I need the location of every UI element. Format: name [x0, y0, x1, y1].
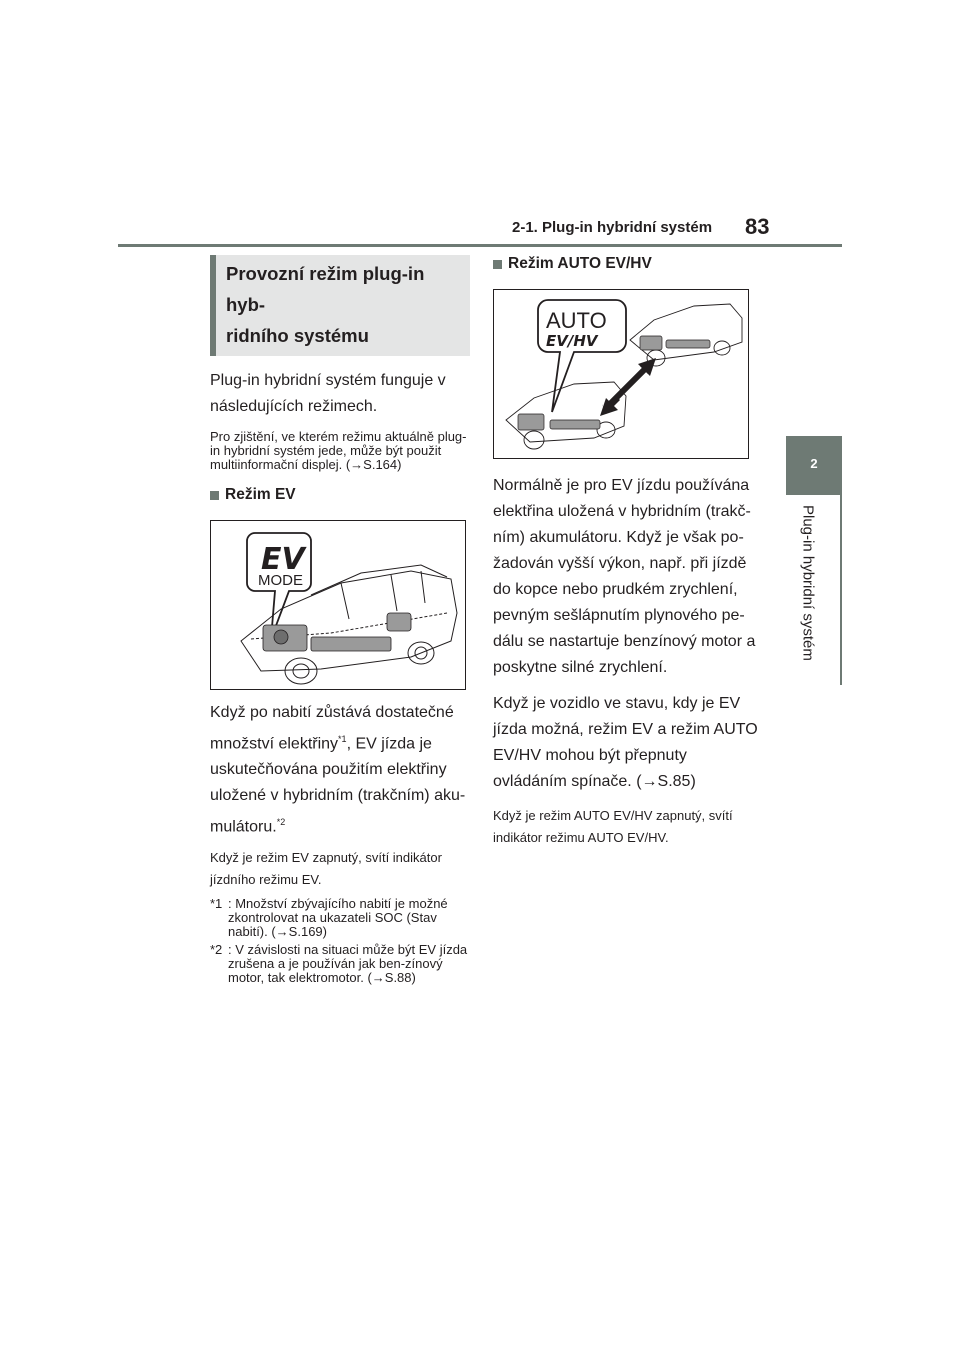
heading-line-1: Provozní režim plug-in hyb-	[226, 263, 425, 315]
page-number: 83	[745, 214, 770, 239]
chapter-number: 2	[810, 456, 818, 471]
auto-mode-heading: Režim AUTO EV/HV	[493, 255, 758, 273]
auto-badge-text: AUTO	[546, 308, 607, 333]
auto-mode-figure	[493, 289, 749, 459]
auto-car-illustration	[494, 290, 748, 458]
auto-body-text: Normálně je pro EV jízdu používána elektřina uložená v hybridním (trakč-ním) akumulátoru. Když je však po-žadován vyšší výkon, např. při jízdě do kopce nebo prudkém zrychlení, pevným sešlápnutím plynového pe-dálu se nastartuje benzínový motor a poskytne silné zrychlení.	[493, 477, 756, 676]
ev-mode-heading: Režim EV	[210, 486, 470, 504]
chapter-tab	[786, 436, 842, 495]
side-rule	[840, 495, 842, 685]
square-bullet-icon	[210, 491, 219, 500]
display-note: Pro zjištění, ve kterém režimu aktuálně plug-in hybridní systém jede, může být použit multiinformační displej. (→S.164)	[210, 429, 467, 472]
intro-text: Plug-in hybridní systém funguje v následujících režimech.	[210, 372, 446, 415]
auto-switch-text: Když je vozidlo ve stavu, kdy je EV jízda možná, režim EV a režim AUTO EV/HV mohou být přepnuty ovládáním spínače. (→S.85)	[493, 695, 758, 790]
ev-body-text: Když po nabití zůstává dostatečné množství elektřiny$^{*1}$, EV jízda je uskutečňována použitím elektřiny uložené v hybridním (trakčním) aku-mulátoru.$^{*2}$	[210, 704, 466, 836]
ev-car-illustration	[211, 521, 465, 689]
right-column	[493, 255, 758, 849]
ev-indicator-note: Když je režim EV zapnutý, svítí indikátor jízdního režimu EV.	[210, 849, 442, 887]
ev-mode-figure	[210, 520, 466, 690]
auto-indicator-note: Když je režim AUTO EV/HV zapnutý, svítí indikátor režimu AUTO EV/HV.	[493, 808, 733, 845]
chapter-label: Plug-in hybridní systém	[799, 505, 817, 661]
left-column	[210, 255, 470, 985]
footnote-1: *1 : Množství zbývajícího nabití je možné zkontrolovat na ukazateli SOC (Stav nabití). (→S.169)	[210, 895, 448, 939]
mode-badge-text: MODE	[258, 572, 303, 589]
square-bullet-icon	[493, 260, 502, 269]
chapter-label-box	[794, 505, 824, 685]
section-heading	[210, 255, 470, 356]
evhv-badge-text: EV/HV	[546, 332, 598, 350]
section-title: 2-1. Plug-in hybridní systém	[512, 219, 713, 236]
header-rule	[118, 244, 842, 247]
footnote-2: *2 : V závislosti na situaci může být EV jízda zrušena a je používán jak ben-zínový motor, tak elektromotor. (→S.88)	[210, 941, 468, 985]
heading-line-2: ridního systému	[226, 325, 369, 346]
ev-badge-text: EV	[261, 542, 305, 577]
